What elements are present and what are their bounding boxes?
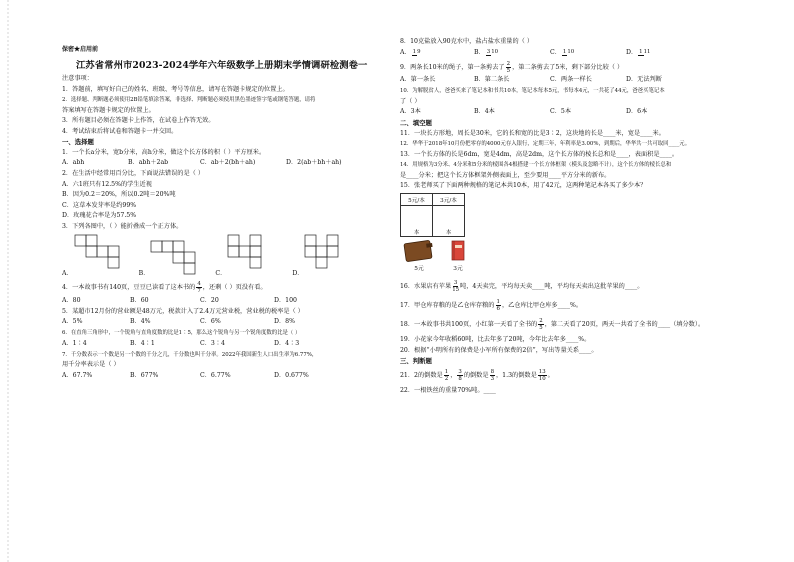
fraction [562, 49, 574, 56]
option[interactable] [139, 233, 206, 277]
question-9-options [400, 76, 745, 84]
question-1: 1．一个长a分米，宽b分米，高h分米，做这个长方体的积（ ）平方厘米。 [62, 148, 266, 156]
question-19: 19．小花家今年收稻60吨，比去年多了20吨，今年比去年多____%。 [400, 336, 591, 343]
option[interactable]: A．67.7% [62, 371, 93, 379]
denominator: 6 [496, 306, 500, 312]
question-text: 17．甲仓库存粮的是乙仓库存粮的 [400, 302, 495, 309]
numerator: 1 [639, 48, 643, 55]
question-text: ，第二天看了20页，两天一共看了全书的____（填分数）。 [544, 321, 705, 328]
option[interactable]: A．第一条长 [400, 76, 436, 83]
fraction [538, 369, 547, 382]
denominator: 8 [458, 376, 462, 382]
fraction [486, 49, 498, 56]
question-2: 2．在生活中经常用百分比，下面说法错误的是（ ） [62, 170, 205, 177]
option[interactable]: B．第二条长 [474, 76, 510, 83]
denominator: 9 [417, 48, 421, 55]
option[interactable]: C．6.77% [200, 371, 231, 379]
option[interactable] [474, 49, 550, 57]
question-text: 吨，4天卖完，平均每天卖____吨，平均每天卖出这批苹果的____。 [460, 283, 644, 290]
note-item: 3．所有题目必须在答题卡上作答，在试卷上作答无效。 [62, 117, 215, 124]
option[interactable]: D．无法判断 [626, 76, 662, 83]
question-text: 18．一本故事书共100页，小红第一天看了全书的 [400, 321, 538, 328]
fraction [196, 281, 201, 294]
question-text: 4．一本故事书有140页，豆豆已读看了这本书的 [62, 284, 196, 291]
notebook-pictures [402, 239, 745, 272]
price-label: 3元 [453, 266, 463, 272]
fraction [412, 49, 421, 56]
fraction [444, 369, 449, 382]
numerator: 3 [453, 280, 458, 286]
note-item: 答案填写在答题卡规定的位置上。 [62, 106, 155, 114]
option[interactable]: A．3本 [400, 108, 421, 115]
price-header: 5元/本 [401, 194, 433, 206]
binding-line [0, 0, 12, 562]
option[interactable]: D．2(ab＋bh＋ah) [286, 159, 342, 166]
question-14: 14．用规格为3分米、4分米和5分米的棱围各4根搭建一个长方体框架（模头及忽略不计），这个长方体的棱长总和 [400, 162, 672, 168]
cube-net-b [149, 233, 205, 277]
note-item: 2．选择题、判断题必须使用2B铅笔填涂答案，非选择、判断题必须使用黑色墨迹签字笔或钢笔答题，请将 [62, 97, 316, 103]
question-7: 7．千分数表示一个数是另一个数的千分之几，千分数也叫千分率。2022年我国新生人口出生率为6.77%， [62, 351, 318, 358]
question-4 [62, 281, 380, 294]
question-11: 11．一块长方形地，周长是30米，它的长和宽的比是3∶2，这块地的长是____米，宽是____米。 [400, 129, 665, 137]
option[interactable]: C．ab＋2(bh＋ah) [200, 159, 256, 166]
fraction [452, 280, 459, 293]
denominator: 2 [444, 376, 449, 382]
question-text: 9．两条长10米的绳子，第一条剪去了 [400, 63, 505, 71]
binding-strip [0, 0, 12, 562]
option[interactable]: B．677% [130, 371, 159, 379]
option[interactable]: C．两条一样长 [550, 76, 592, 83]
option[interactable]: D．6本 [626, 108, 648, 115]
option[interactable]: A．1∶4 [62, 339, 87, 347]
option[interactable]: D．玫瑰花合率是为57.5% [62, 212, 137, 219]
numerator: 8 [490, 369, 494, 375]
question-6: 6．在直角三角形中，一个锐角与直角度数的比是1∶5，那么这个锐角与另一个锐角度数的比是（ ） [62, 330, 301, 336]
question-17 [400, 299, 745, 312]
answer-cell[interactable]: 本 [401, 206, 433, 237]
numerator: 3 [458, 369, 462, 375]
option[interactable] [400, 49, 474, 57]
option[interactable]: D．100 [274, 296, 297, 304]
option[interactable]: D．8% [274, 318, 295, 325]
brown-notebook-icon [402, 239, 436, 263]
numerator: 2 [539, 318, 543, 324]
denominator: 7 [197, 288, 201, 294]
option[interactable]: A．80 [62, 296, 81, 304]
section-heading: 一、选择题 [62, 138, 94, 146]
question-text: ，乙仓库比甲仓库多____%。 [501, 302, 583, 309]
option-label: D． [626, 48, 638, 56]
option-label: B． [474, 48, 485, 56]
numerator: 1 [562, 48, 567, 55]
option[interactable]: A．六1班只有12.5%的学生近视 [62, 180, 152, 188]
option-label: D． [292, 270, 304, 277]
option-label: C． [550, 48, 561, 56]
question-22: 22．一根铁丝的重量70%吨。____ [400, 387, 496, 394]
denominator: 15 [452, 287, 460, 293]
question-3: 3．下列各图中，（ ）能折叠成一个正方体。 [62, 222, 183, 230]
right-column [400, 38, 745, 398]
option[interactable]: A．5% [62, 318, 83, 325]
option[interactable]: B．4∶1 [130, 339, 155, 347]
price-table [400, 193, 465, 237]
option[interactable]: B．abh＋2ab [128, 159, 169, 166]
numerator: 1 [412, 48, 417, 55]
option[interactable]: B．4本 [474, 108, 495, 115]
option[interactable]: C．这草本发芽率是约99% [62, 201, 137, 209]
option-label: C． [215, 270, 227, 277]
notes-heading: 注意事项： [62, 75, 93, 82]
question-10: 10．为解脱贫人，爸爸买来了笔记本和书共10本，笔记本每本5元，书每本4元，一共花了44元，爸爸买笔记本 [400, 88, 665, 94]
option[interactable]: D．4∶3 [274, 339, 300, 347]
denominator: 10 [567, 48, 575, 55]
red-notebook-icon [450, 239, 466, 263]
secret-label: 保密★启用前 [62, 46, 99, 53]
cube-net-d [303, 233, 359, 277]
denominator: 10 [491, 48, 499, 55]
numerator: 3 [486, 48, 491, 55]
notebook-item [402, 239, 436, 272]
question-16 [400, 280, 745, 293]
section-heading: 二、填空题 [400, 119, 432, 127]
option[interactable] [626, 49, 651, 57]
question-13: 13．一个长方体的长是6dm，宽是4dm，高是2dm，这个长方体的棱长总和是____，表面积是____。 [400, 150, 679, 158]
cube-net-c [226, 233, 282, 277]
question-8: 8．10克盐放入90克水中，盐占盐水重量的（ ） [400, 38, 534, 45]
exam-title: 江苏省常州市2023-2024学年六年级数学上册期末学情调研检测卷一 [76, 60, 368, 71]
question-10-cont: 了（ ） [400, 97, 421, 105]
question-text: 16．水果店有苹果 [400, 283, 452, 290]
question-14-cont: 是____分米；把这个长方体框架外侧表面上，至少要用____平方分米的新布。 [400, 171, 611, 179]
question-20: 20．根据“小明所有的保费是小军所有保费的2倍”，写出等量关系____。 [400, 346, 598, 354]
question-9 [400, 61, 745, 74]
question-text: ，1.3的倒数是 [496, 372, 537, 379]
numerator: 2 [506, 60, 511, 67]
question-text: 的倒数是 [463, 372, 489, 379]
numerator: 1 [496, 299, 500, 305]
question-text: ， [450, 372, 457, 379]
denominator: 11 [643, 48, 651, 55]
numerator: 1 [444, 369, 449, 375]
question-text: 21．2的倒数是 [400, 372, 443, 379]
fraction [538, 318, 543, 331]
option[interactable]: C．20 [200, 296, 219, 304]
left-column [62, 75, 380, 383]
question-4-options [62, 297, 380, 305]
question-6-options [62, 340, 380, 348]
notebook-item [450, 239, 466, 272]
question-text: ，还剩（ ）页没有看。 [202, 284, 267, 291]
fraction [506, 61, 511, 74]
question-10-options [400, 108, 745, 116]
question-15: 15．张老师买了下面两种规格的笔记本共10本，用了42元，这两种笔记本各买了多少本？ [400, 182, 647, 189]
fraction [490, 369, 495, 382]
option[interactable] [62, 233, 129, 277]
option[interactable]: C．3∶4 [200, 339, 225, 347]
fraction [457, 369, 462, 382]
denominator: 5 [506, 67, 511, 74]
option-label: A． [400, 48, 411, 56]
fraction [638, 49, 650, 56]
denominator: 10 [538, 376, 546, 382]
section-heading: 三、判断题 [400, 357, 432, 365]
note-item: 4．考试结束后将试卷和答题卡一并交回。 [62, 127, 178, 135]
option-label: B． [138, 270, 150, 277]
note-item: 1．答题前，填写好自己的姓名、班级、考号等信息，请写在答题卡规定的位置上。 [62, 85, 289, 93]
option[interactable] [550, 49, 626, 57]
numerator: 4 [197, 281, 201, 287]
option[interactable]: B．因为0.2＝20%，所以0.2吨＝20%吨 [62, 191, 176, 198]
question-21 [400, 369, 745, 382]
option[interactable]: C．5本 [550, 108, 572, 115]
option[interactable]: D．0.677% [274, 371, 309, 379]
question-1-options [62, 159, 380, 167]
answer-cell[interactable]: 本 [433, 206, 465, 237]
denominator: 3 [490, 376, 494, 382]
question-text: 。 [547, 372, 554, 379]
numerator: 13 [538, 369, 546, 375]
option[interactable]: B．60 [130, 296, 149, 304]
option[interactable]: B．4% [130, 318, 151, 325]
question-8-options [400, 49, 745, 57]
option[interactable] [292, 233, 359, 277]
price-label: 5元 [414, 266, 424, 272]
cube-net-options [62, 233, 380, 277]
question-5-options [62, 318, 380, 326]
question-18 [400, 318, 745, 331]
question-5: 5．某超市12月份的营业额是48万元，税款计入了2.4万元营业税，营业税的税率是（ ） [62, 307, 304, 315]
option[interactable]: A．abh [62, 159, 85, 166]
question-12: 12．华华于2018年10月份把零存的4000元存入银行，定期三年，年利率是3.00%，到期后，华华共一共可取回____元。 [400, 141, 691, 147]
fraction [496, 299, 501, 312]
option[interactable] [215, 233, 282, 277]
price-header: 3元/本 [433, 194, 465, 206]
cube-net-a [73, 233, 129, 277]
option-label: A． [62, 270, 73, 277]
question-7-options [62, 372, 380, 380]
question-text: ，第二条剪去了5米，剩下部分比较（ ） [512, 63, 624, 71]
denominator: 5 [539, 325, 543, 331]
question-7-cont: 用千分率表示是（ ） [62, 361, 120, 368]
option[interactable]: C．6% [200, 318, 221, 325]
